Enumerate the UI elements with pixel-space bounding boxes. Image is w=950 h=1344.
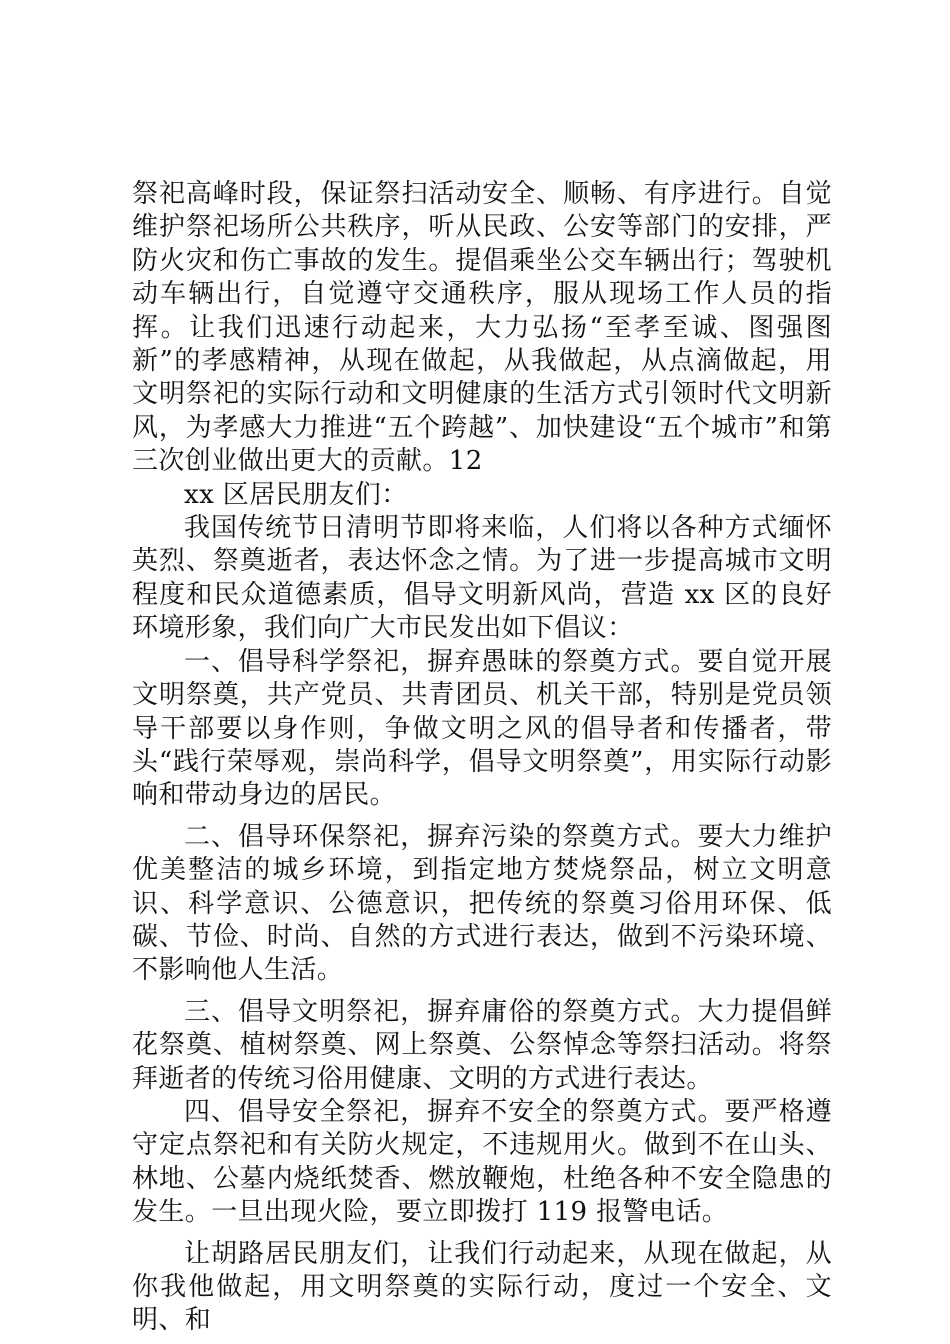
paragraph-continuation: 祭祀高峰时段，保证祭扫活动安全、顺畅、有序进行。自觉维护祭祀场所公共秩序，听从民政、公安等部门的安排，严防火灾和伤亡事故的发生。提倡乘坐公交车辆出行；驾驶机动车辆出行，自觉遵守交通秩序，服从现场工作人员的指挥。让我们迅速行动起来，大力弘扬“至孝至诚、图强图新”的孝感精神，从现在做起，从我做起，从点滴做起，用文明祭祀的实际行动和文明健康的生活方式引领时代文明新风，为孝感大力推进“五个跨越”、加快建设“五个城市”和第三次创业做出更大的贡献。12	[132, 179, 832, 477]
paragraph-item-3: 三、倡导文明祭祀，摒弃庸俗的祭奠方式。大力提倡鲜花祭奠、植树祭奠、网上祭奠、公祭悼念等祭扫活动。将祭拜逝者的传统习俗用健康、文明的方式进行表达。	[132, 996, 832, 1094]
paragraph-item-1: 一、倡导科学祭祀，摒弃愚昧的祭奠方式。要自觉开展文明祭奠，共产党员、共青团员、机关干部，特别是党员领导干部要以身作则，争做文明之风的倡导者和传播者，带头“践行荣辱观，崇尚科学，倡导文明祭奠”，用实际行动影响和带动身边的居民。	[132, 646, 832, 811]
paragraph-item-4: 四、倡导安全祭祀，摒弃不安全的祭奠方式。要严格遵守定点祭祀和有关防火规定，不违规用火。做到不在山头、林地、公墓内烧纸焚香、燃放鞭炮，杜绝各种不安全隐患的发生。一旦出现火险，要立即拨打 119 报警电话。	[132, 1096, 832, 1228]
paragraph-item-2: 二、倡导环保祭祀，摒弃污染的祭奠方式。要大力维护优美整洁的城乡环境，到指定地方焚烧祭品，树立文明意识、科学意识、公德意识，把传统的祭奠习俗用环保、低碳、节俭、时尚、自然的方式进行表达，做到不污染环境、不影响他人生活。	[132, 821, 832, 986]
document-body	[132, 178, 832, 1338]
paragraph-closing: 让胡路居民朋友们，让我们行动起来，从现在做起，从你我他做起，用文明祭奠的实际行动，度过一个安全、文明、和	[132, 1238, 832, 1336]
paragraph-salutation: xx 区居民朋友们：	[184, 479, 408, 510]
paragraph-intro: 我国传统节日清明节即将来临，人们将以各种方式缅怀英烈、祭奠逝者，表达怀念之情。为了进一步提高城市文明程度和民众道德素质，倡导文明新风尚，营造 xx 区的良好环境形象，我们向广大市民发出如下倡议：	[132, 513, 832, 644]
